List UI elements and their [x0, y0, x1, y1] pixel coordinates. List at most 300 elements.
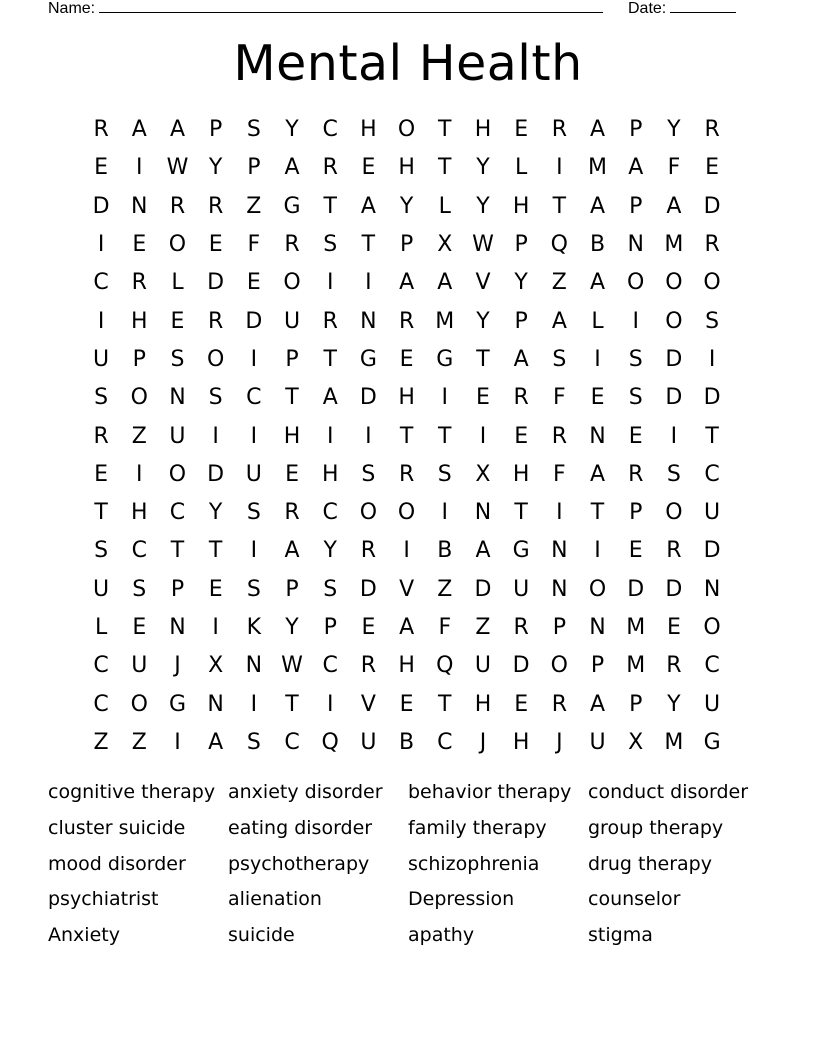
- grid-letter[interactable]: A: [360, 193, 376, 219]
- grid-letter[interactable]: C: [437, 729, 453, 755]
- grid-letter[interactable]: D: [92, 193, 110, 219]
- grid-letter[interactable]: O: [283, 270, 301, 296]
- grid-letter[interactable]: T: [438, 691, 452, 717]
- grid-letter[interactable]: E: [94, 461, 109, 487]
- grid-letter[interactable]: Y: [208, 500, 223, 526]
- grid-letter[interactable]: I: [250, 538, 258, 564]
- grid-letter[interactable]: C: [131, 538, 147, 564]
- grid-letter[interactable]: A: [475, 538, 491, 564]
- grid-row: [82, 226, 732, 264]
- grid-letter[interactable]: U: [245, 461, 262, 487]
- grid-letter[interactable]: T: [705, 423, 719, 449]
- grid-letter[interactable]: S: [94, 538, 109, 564]
- grid-letter[interactable]: Y: [476, 155, 490, 181]
- grid-letter[interactable]: R: [284, 232, 300, 258]
- grid-letter[interactable]: U: [131, 653, 148, 679]
- grid-letter[interactable]: I: [97, 232, 105, 258]
- grid-letter[interactable]: Z: [551, 270, 567, 296]
- grid-letter[interactable]: Y: [323, 538, 337, 564]
- grid-letter[interactable]: I: [250, 346, 258, 372]
- grid-letter[interactable]: A: [666, 193, 682, 219]
- grid-letter[interactable]: L: [515, 155, 528, 181]
- grid-letter[interactable]: E: [514, 423, 529, 449]
- grid-letter[interactable]: A: [322, 385, 338, 411]
- word-bank-item: drug therapy: [588, 852, 712, 875]
- grid-letter[interactable]: S: [628, 385, 643, 411]
- grid-letter[interactable]: H: [321, 461, 339, 487]
- grid-letter[interactable]: X: [208, 653, 224, 679]
- grid-letter[interactable]: G: [168, 691, 186, 717]
- grid-letter[interactable]: L: [94, 615, 108, 640]
- grid-letter[interactable]: D: [665, 346, 683, 372]
- grid-letter[interactable]: L: [171, 270, 184, 296]
- grid-letter[interactable]: F: [553, 461, 566, 487]
- grid-letter[interactable]: T: [170, 538, 185, 564]
- grid-letter[interactable]: Z: [437, 576, 453, 602]
- grid-letter[interactable]: O: [397, 500, 416, 526]
- grid-letter[interactable]: T: [438, 423, 452, 449]
- grid-letter[interactable]: H: [360, 117, 377, 143]
- grid-letter[interactable]: R: [360, 653, 377, 679]
- grid-letter[interactable]: H: [474, 117, 492, 143]
- grid-letter[interactable]: M: [664, 729, 684, 755]
- grid-letter[interactable]: N: [169, 615, 186, 640]
- grid-letter[interactable]: B: [437, 538, 453, 564]
- grid-letter[interactable]: R: [208, 193, 224, 219]
- grid-letter[interactable]: Z: [93, 729, 109, 755]
- grid-letter[interactable]: O: [206, 346, 225, 372]
- grid-letter[interactable]: I: [556, 500, 563, 526]
- grid-letter[interactable]: I: [441, 385, 449, 411]
- grid-letter[interactable]: E: [246, 270, 261, 296]
- grid-letter[interactable]: E: [94, 155, 109, 181]
- grid-letter[interactable]: P: [285, 576, 299, 602]
- grid-letter[interactable]: E: [399, 691, 414, 717]
- grid-letter[interactable]: O: [627, 270, 645, 296]
- grid-letter[interactable]: C: [93, 653, 109, 679]
- grid-letter[interactable]: G: [359, 346, 377, 372]
- grid-letter[interactable]: A: [551, 308, 567, 334]
- grid-letter[interactable]: K: [246, 615, 262, 640]
- grid-letter[interactable]: Y: [285, 117, 299, 143]
- grid-letter[interactable]: S: [246, 576, 261, 602]
- grid-letter[interactable]: I: [632, 308, 639, 334]
- grid-letter[interactable]: Y: [399, 193, 414, 219]
- grid-letter[interactable]: W: [281, 653, 303, 679]
- grid-letter[interactable]: O: [665, 308, 683, 334]
- grid-letter[interactable]: E: [628, 423, 643, 449]
- grid-letter[interactable]: S: [437, 461, 452, 487]
- grid-letter[interactable]: U: [93, 576, 110, 602]
- grid-letter[interactable]: P: [629, 117, 643, 143]
- grid-letter[interactable]: F: [667, 155, 681, 181]
- grid-letter[interactable]: E: [285, 461, 299, 487]
- grid-letter[interactable]: O: [665, 270, 683, 296]
- grid-letter[interactable]: U: [93, 346, 110, 372]
- grid-letter[interactable]: M: [626, 653, 646, 679]
- grid-letter[interactable]: I: [594, 538, 601, 564]
- grid-letter[interactable]: S: [94, 385, 109, 411]
- grid-letter[interactable]: F: [438, 615, 452, 640]
- grid-letter[interactable]: I: [212, 615, 219, 640]
- grid-letter[interactable]: A: [590, 461, 606, 487]
- grid-letter[interactable]: E: [208, 232, 223, 258]
- grid-letter[interactable]: V: [360, 691, 376, 717]
- grid-letter[interactable]: I: [594, 346, 601, 372]
- grid-letter[interactable]: S: [246, 500, 261, 526]
- grid-letter[interactable]: P: [552, 615, 566, 640]
- grid-letter[interactable]: E: [705, 155, 720, 181]
- grid-letter[interactable]: A: [590, 193, 606, 219]
- grid-letter[interactable]: F: [553, 385, 566, 411]
- grid-row: [82, 341, 732, 379]
- word-bank-item: group therapy: [588, 816, 724, 839]
- grid-letter[interactable]: P: [399, 232, 414, 258]
- grid-letter[interactable]: H: [474, 691, 492, 717]
- grid-letter[interactable]: O: [588, 576, 607, 602]
- grid-letter[interactable]: D: [207, 270, 225, 296]
- grid-letter[interactable]: F: [247, 232, 261, 258]
- grid-letter[interactable]: Z: [246, 193, 262, 219]
- grid-letter[interactable]: T: [361, 232, 376, 258]
- grid-letter[interactable]: R: [704, 232, 720, 258]
- grid-letter[interactable]: A: [590, 270, 606, 296]
- grid-letter[interactable]: Y: [667, 117, 681, 143]
- grid-letter[interactable]: R: [704, 117, 720, 143]
- grid-letter[interactable]: T: [285, 691, 299, 717]
- grid-letter[interactable]: H: [398, 155, 415, 181]
- grid-letter[interactable]: C: [704, 461, 720, 487]
- grid-letter[interactable]: U: [283, 308, 301, 334]
- grid-letter[interactable]: R: [513, 385, 529, 411]
- grid-letter[interactable]: X: [437, 232, 453, 258]
- grid-letter[interactable]: T: [285, 385, 299, 411]
- grid-letter[interactable]: R: [322, 308, 338, 334]
- grid-letter[interactable]: N: [207, 691, 224, 717]
- grid-letter[interactable]: O: [168, 232, 187, 258]
- grid-letter[interactable]: R: [284, 500, 300, 526]
- grid-letter[interactable]: P: [629, 193, 643, 219]
- grid-letter[interactable]: I: [136, 155, 143, 181]
- grid-letter[interactable]: U: [704, 691, 721, 717]
- grid-letter[interactable]: C: [284, 729, 300, 755]
- grid-letter[interactable]: D: [207, 461, 225, 487]
- grid-letter[interactable]: I: [174, 729, 181, 755]
- grid-letter[interactable]: D: [665, 385, 683, 411]
- grid-letter[interactable]: I: [212, 423, 219, 449]
- grid-letter[interactable]: Q: [436, 653, 454, 679]
- grid-letter[interactable]: I: [708, 346, 716, 372]
- grid-letter[interactable]: U: [513, 576, 530, 602]
- grid-letter[interactable]: M: [435, 308, 455, 334]
- grid-letter[interactable]: R: [398, 308, 415, 334]
- grid-letter[interactable]: R: [93, 423, 109, 449]
- grid-letter[interactable]: U: [360, 729, 377, 755]
- grid-letter[interactable]: C: [246, 385, 262, 411]
- grid-letter[interactable]: Q: [550, 232, 568, 258]
- grid-letter[interactable]: J: [174, 653, 181, 679]
- grid-letter[interactable]: E: [476, 385, 490, 411]
- grid-letter[interactable]: X: [475, 461, 491, 487]
- grid-letter[interactable]: I: [403, 538, 410, 564]
- grid-letter[interactable]: P: [514, 232, 528, 258]
- grid-letter[interactable]: L: [591, 308, 604, 334]
- grid-letter[interactable]: P: [209, 117, 223, 143]
- grid-letter[interactable]: B: [399, 729, 415, 755]
- grid-letter[interactable]: I: [670, 423, 678, 449]
- grid-letter[interactable]: I: [250, 423, 258, 449]
- grid-letter[interactable]: C: [93, 691, 109, 717]
- grid-letter[interactable]: P: [629, 500, 643, 526]
- grid-letter[interactable]: O: [550, 653, 568, 679]
- grid-letter[interactable]: D: [474, 576, 492, 602]
- grid-letter[interactable]: S: [705, 308, 720, 334]
- grid-letter[interactable]: V: [399, 576, 415, 602]
- grid-letter[interactable]: I: [365, 270, 372, 296]
- grid-letter[interactable]: Z: [475, 615, 491, 640]
- grid-letter[interactable]: Y: [476, 193, 490, 219]
- grid-letter[interactable]: I: [479, 423, 487, 449]
- grid-letter[interactable]: Y: [514, 270, 528, 296]
- grid-letter[interactable]: L: [438, 193, 451, 219]
- grid-letter[interactable]: A: [590, 691, 606, 717]
- grid-letter[interactable]: P: [247, 155, 261, 181]
- grid-row: [82, 379, 732, 417]
- grid-letter[interactable]: P: [285, 346, 299, 372]
- grid-letter[interactable]: E: [361, 155, 376, 181]
- grid-letter[interactable]: C: [322, 653, 338, 679]
- grid-letter[interactable]: C: [704, 653, 720, 679]
- grid-letter[interactable]: D: [359, 576, 377, 602]
- grid-letter[interactable]: A: [628, 155, 644, 181]
- grid-letter[interactable]: I: [441, 500, 449, 526]
- grid-letter[interactable]: I: [326, 691, 334, 717]
- grid-letter[interactable]: E: [132, 615, 147, 640]
- grid-letter[interactable]: I: [136, 461, 143, 487]
- grid-letter[interactable]: O: [703, 270, 721, 296]
- grid-letter[interactable]: A: [169, 117, 185, 143]
- grid-letter[interactable]: C: [322, 500, 338, 526]
- grid-letter[interactable]: I: [326, 423, 334, 449]
- grid-letter[interactable]: O: [397, 117, 416, 143]
- grid-letter[interactable]: T: [438, 155, 452, 181]
- grid-letter[interactable]: T: [438, 117, 452, 143]
- grid-letter[interactable]: S: [666, 461, 681, 487]
- grid-letter[interactable]: M: [588, 155, 608, 181]
- grid-letter[interactable]: Y: [667, 691, 681, 717]
- grid-letter[interactable]: A: [208, 729, 224, 755]
- grid-letter[interactable]: R: [131, 270, 147, 296]
- grid-letter[interactable]: R: [398, 461, 415, 487]
- grid-letter[interactable]: A: [284, 155, 300, 181]
- grid-letter[interactable]: E: [666, 615, 681, 640]
- grid-letter[interactable]: O: [665, 500, 683, 526]
- grid-letter[interactable]: A: [399, 615, 415, 640]
- grid-letter[interactable]: R: [208, 308, 224, 334]
- grid-letter[interactable]: P: [629, 691, 643, 717]
- grid-letter[interactable]: T: [323, 193, 337, 219]
- grid-letter[interactable]: H: [398, 653, 415, 679]
- grid-letter[interactable]: Y: [208, 155, 223, 181]
- grid-letter[interactable]: H: [398, 385, 415, 411]
- grid-letter[interactable]: H: [512, 461, 530, 487]
- grid-letter[interactable]: U: [704, 500, 721, 526]
- grid-letter[interactable]: E: [361, 615, 376, 640]
- grid-letter[interactable]: C: [169, 500, 186, 526]
- grid-letter[interactable]: E: [514, 117, 529, 143]
- grid-letter[interactable]: Y: [476, 308, 490, 334]
- grid-letter[interactable]: U: [169, 423, 186, 449]
- grid-letter[interactable]: O: [168, 461, 187, 487]
- grid-letter[interactable]: E: [590, 385, 605, 411]
- grid-letter[interactable]: T: [399, 423, 414, 449]
- grid-letter[interactable]: O: [130, 385, 148, 411]
- grid-letter[interactable]: E: [399, 346, 414, 372]
- grid-letter[interactable]: P: [170, 576, 185, 602]
- grid-letter[interactable]: T: [552, 193, 567, 219]
- grid-letter[interactable]: M: [664, 232, 684, 258]
- grid-letter[interactable]: C: [322, 117, 338, 143]
- grid-letter[interactable]: S: [628, 346, 643, 372]
- word-bank-item: eating disorder: [228, 816, 373, 839]
- grid-letter[interactable]: J: [479, 729, 487, 755]
- grid-letter[interactable]: O: [703, 615, 721, 640]
- grid-letter[interactable]: D: [627, 576, 645, 602]
- grid-letter[interactable]: M: [626, 615, 646, 640]
- grid-letter[interactable]: V: [475, 270, 491, 296]
- grid-letter[interactable]: H: [131, 308, 148, 334]
- grid-letter[interactable]: D: [359, 385, 377, 411]
- grid-letter[interactable]: N: [169, 385, 186, 411]
- grid-letter[interactable]: I: [326, 270, 334, 296]
- grid-letter[interactable]: S: [132, 576, 147, 602]
- grid-letter[interactable]: E: [170, 308, 185, 334]
- grid-letter[interactable]: E: [208, 576, 223, 602]
- grid-letter[interactable]: U: [589, 729, 606, 755]
- grid-letter[interactable]: R: [322, 155, 338, 181]
- grid-letter[interactable]: R: [169, 193, 186, 219]
- grid-letter[interactable]: X: [628, 729, 644, 755]
- grid-letter[interactable]: P: [132, 346, 146, 372]
- grid-letter[interactable]: P: [514, 308, 528, 334]
- grid-letter[interactable]: E: [628, 538, 643, 564]
- grid-letter[interactable]: I: [250, 691, 258, 717]
- grid-letter[interactable]: S: [323, 232, 338, 258]
- grid-letter[interactable]: C: [93, 270, 109, 296]
- grid-letter[interactable]: I: [97, 308, 105, 334]
- grid-letter[interactable]: D: [512, 653, 530, 679]
- grid-letter[interactable]: G: [703, 729, 721, 755]
- grid-letter[interactable]: N: [474, 500, 492, 526]
- grid-letter[interactable]: N: [589, 423, 606, 449]
- grid-letter[interactable]: S: [361, 461, 376, 487]
- date-field[interactable]: [628, 0, 736, 18]
- grid-letter[interactable]: N: [551, 538, 568, 564]
- grid-letter[interactable]: T: [323, 346, 337, 372]
- name-field[interactable]: [48, 0, 603, 18]
- grid-letter[interactable]: A: [590, 117, 606, 143]
- grid-letter[interactable]: R: [666, 538, 682, 564]
- grid-letter[interactable]: P: [323, 615, 337, 640]
- grid-letter[interactable]: J: [556, 729, 563, 755]
- grid-row: [82, 685, 732, 723]
- grid-letter[interactable]: T: [476, 346, 490, 372]
- grid-letter[interactable]: I: [365, 423, 372, 449]
- grid-letter[interactable]: S: [552, 346, 567, 372]
- grid-letter[interactable]: G: [283, 193, 301, 219]
- grid-letter[interactable]: A: [399, 270, 415, 296]
- grid-letter[interactable]: A: [513, 346, 529, 372]
- grid-letter[interactable]: H: [512, 193, 530, 219]
- grid-letter[interactable]: A: [131, 117, 147, 143]
- grid-letter[interactable]: R: [666, 653, 682, 679]
- grid-letter[interactable]: B: [589, 232, 606, 258]
- grid-letter[interactable]: S: [323, 576, 338, 602]
- grid-letter[interactable]: I: [556, 155, 563, 181]
- grid-letter[interactable]: T: [590, 500, 605, 526]
- grid-letter[interactable]: D: [703, 385, 721, 411]
- grid-letter[interactable]: Z: [131, 423, 147, 449]
- grid-letter[interactable]: D: [703, 193, 721, 219]
- grid-letter[interactable]: N: [245, 653, 263, 679]
- grid-letter[interactable]: D: [703, 538, 721, 564]
- grid-letter[interactable]: N: [360, 308, 377, 334]
- grid-letter[interactable]: G: [512, 538, 530, 564]
- grid-letter[interactable]: S: [208, 385, 223, 411]
- name-blank-line[interactable]: [99, 0, 603, 13]
- grid-letter[interactable]: T: [208, 538, 223, 564]
- grid-letter[interactable]: O: [359, 500, 378, 526]
- grid-letter[interactable]: N: [551, 576, 568, 602]
- grid-letter[interactable]: Z: [131, 729, 147, 755]
- grid-letter[interactable]: S: [246, 729, 261, 755]
- grid-letter[interactable]: S: [170, 346, 185, 372]
- grid-letter[interactable]: G: [436, 346, 454, 372]
- grid-letter[interactable]: R: [360, 538, 377, 564]
- grid-letter[interactable]: R: [551, 117, 567, 143]
- grid-letter[interactable]: R: [628, 461, 644, 487]
- grid-letter[interactable]: D: [665, 576, 683, 602]
- grid-letter[interactable]: E: [514, 691, 529, 717]
- grid-letter[interactable]: E: [132, 232, 147, 258]
- grid-letter[interactable]: D: [245, 308, 263, 334]
- grid-letter[interactable]: T: [94, 500, 108, 526]
- grid-letter[interactable]: P: [590, 653, 605, 679]
- grid-letter[interactable]: A: [437, 270, 453, 296]
- grid-letter[interactable]: H: [131, 500, 148, 526]
- grid-letter[interactable]: W: [166, 155, 189, 181]
- grid-letter[interactable]: Y: [285, 615, 299, 640]
- grid-letter[interactable]: R: [93, 117, 109, 143]
- grid-letter[interactable]: N: [589, 615, 606, 640]
- grid-letter[interactable]: N: [131, 193, 148, 219]
- date-blank-line[interactable]: [670, 0, 736, 13]
- grid-letter[interactable]: T: [514, 500, 528, 526]
- grid-letter[interactable]: Q: [321, 729, 339, 755]
- grid-letter[interactable]: W: [472, 232, 494, 258]
- grid-letter[interactable]: S: [246, 117, 261, 143]
- grid-letter[interactable]: N: [627, 232, 644, 258]
- grid-letter[interactable]: H: [512, 729, 530, 755]
- grid-letter[interactable]: R: [551, 691, 567, 717]
- grid-letter[interactable]: H: [283, 423, 301, 449]
- grid-letter[interactable]: A: [284, 538, 300, 564]
- grid-letter[interactable]: R: [513, 615, 529, 640]
- grid-letter[interactable]: N: [703, 576, 721, 602]
- grid-letter[interactable]: R: [551, 423, 567, 449]
- grid-letter[interactable]: U: [474, 653, 492, 679]
- grid-letter[interactable]: O: [130, 691, 148, 717]
